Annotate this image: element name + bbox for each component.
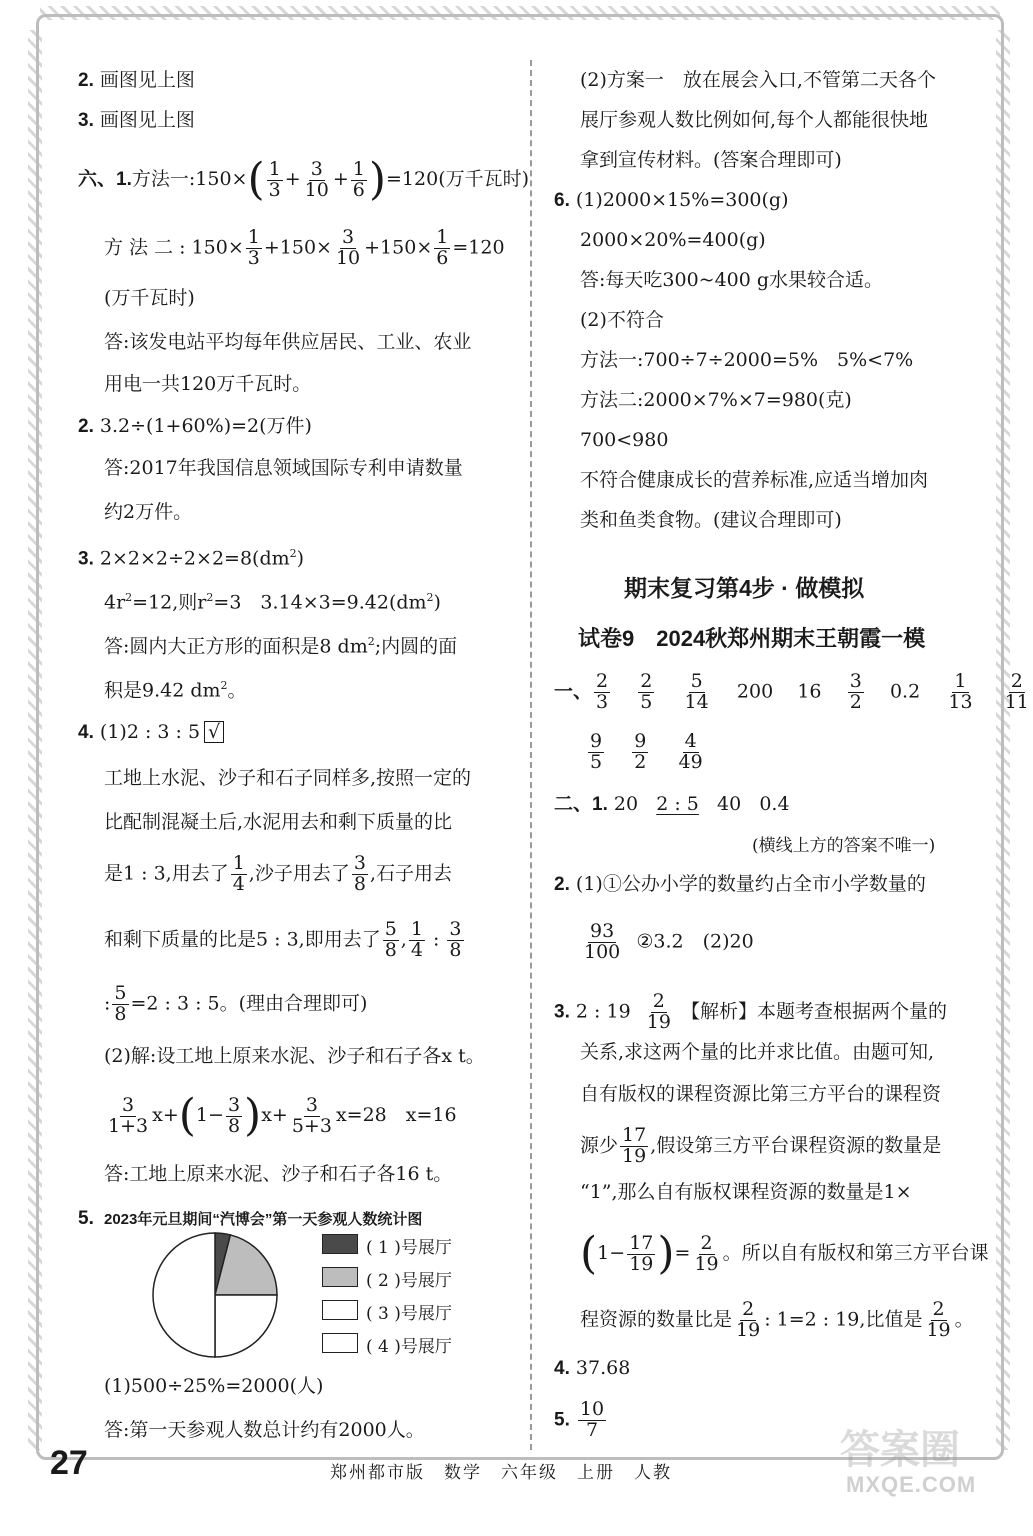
answer-text: 源少 $\frac{17}{19}$ ,假设第三方平台课程资源的数量是: [580, 1124, 942, 1167]
answer-text: 约2万件。: [104, 501, 193, 523]
answer-text: 关系,求这两个量的比并求比值。由题可知,: [580, 1041, 935, 1063]
book-info: 郑州都市版 数学 六年级 上册 人教: [330, 1463, 672, 1483]
answer-text: 2000×20%=400(g): [580, 229, 766, 251]
fraction: $\frac{1}{3}$: [268, 157, 281, 201]
answer-text: : $\frac{5}{8}$ =2 : 3 : 5。(理由合理即可): [104, 982, 368, 1025]
answer-text: 不符合健康成长的营养标准,应适当增加肉: [580, 469, 929, 491]
answer-text: 答:工地上原来水泥、沙子和石子各16 t。: [104, 1163, 453, 1185]
answer-text: 展厅参观人数比例如何,每个人都能很快地: [580, 109, 929, 131]
legend-swatch-4: [322, 1333, 358, 1353]
answer-6-3-line2: $4r^2=12$,则$r^2=3$ $3.14\times 3=9.42(dm^2)$: [104, 591, 441, 614]
answer-text: 答:圆内大正方形的面积是8 $dm^2$;内圆的面: [104, 635, 458, 658]
answer-6: 6. (1)2000×15%=300(g): [554, 189, 789, 211]
answer-2: 2. 画图见上图: [78, 69, 195, 91]
pie-chart: [150, 1230, 280, 1360]
answer-text: 积是9.42 $dm^2$。: [104, 679, 247, 702]
answer-text: “1”,那么自有版权课程资源的数量是1×: [580, 1181, 912, 1203]
answer-text: (1− $\frac{17}{19}$ )= $\frac{2}{19}$ 。所以自有版权和第三方平台课: [580, 1228, 989, 1279]
legend-label-3: ( 3 )号展厅: [366, 1304, 452, 1324]
answer-text: 方法二:2000×7%×7=980(克): [580, 389, 852, 411]
answer-6-4-part1: 4. (1)2 : 3 : 5 √: [78, 720, 224, 745]
pie-slice-4: [153, 1233, 215, 1357]
chart-title: 2023年元旦期间“汽博会”第一天参观人数统计图: [104, 1211, 423, 1228]
pie-slice-3: [215, 1295, 277, 1357]
answer-text: $\frac{93}{100}$ ②3.2 (2)20: [584, 920, 754, 963]
column-divider: [530, 60, 532, 1450]
answer-section-1-row2: $\frac{9}{5}$ $\frac{9}{2}$ $\frac{4}{49}$: [590, 730, 703, 773]
answer-6-5-label: 5.: [78, 1208, 94, 1229]
answer-3: 3. 画图见上图: [78, 109, 195, 131]
check-mark-box: √: [204, 721, 224, 743]
answer-6-2: 2. 3.2÷(1+60%)=2(万件): [78, 415, 312, 437]
page-number: 27: [50, 1444, 88, 1482]
answer-text: (2)不符合: [580, 309, 664, 331]
legend-swatch-1: [322, 1234, 358, 1254]
answer-text: 是1 : 3,用去了 $\frac{1}{4}$ ,沙子用去了 $\frac{3}{8}$ ,石子用去: [104, 852, 452, 895]
watermark-site: MXQE.COM: [846, 1472, 977, 1497]
answer-text: (1)500÷25%=2000(人): [104, 1375, 324, 1397]
answer-section-2-4: 4. 37.68: [554, 1357, 631, 1379]
answer-6-1-method2: 方 法 二 : 150× $\frac{1}{3}$ +150× $\frac{3}{10}$ +150× $\frac{1}{6}$ =120: [104, 226, 505, 269]
fraction: $\frac{3}{10}$: [304, 157, 329, 201]
equation: $\frac{3}{1+3}$ x+(1− $\frac{3}{8}$ )x+ $\frac{3}{5+3}$ x=28 x=16: [108, 1090, 457, 1141]
note-text: (横线上方的答案不唯一): [752, 836, 936, 856]
answer-text: 自有版权的课程资源比第三方平台的课程资: [580, 1083, 942, 1105]
legend-label-2: ( 2 )号展厅: [366, 1271, 452, 1291]
answer-text: 和剩下质量的比是5 : 3,即用去了 $\frac{5}{8}$ , $\frac{1}{4}$ : $\frac{3}{8}$: [104, 918, 462, 961]
answer-section-1-row1: 一、 $\frac{2}{3}$ $\frac{2}{5}$ $\frac{5}{14}$ 200 16 $\frac{3}{2}$ 0.2 $\frac{1}{13}$ $\frac{2}{11}$: [554, 670, 1029, 713]
answer-text: 700<980: [580, 429, 669, 451]
section-title: 期末复习第4步 · 做模拟: [624, 575, 865, 601]
exam-title: 试卷9 2024秋郑州期末王朝霞一模: [578, 626, 926, 651]
answer-text: 拿到宣传材料。(答案合理即可): [580, 149, 842, 171]
legend-swatch-3: [322, 1300, 358, 1320]
answer-text: 答:每天吃300~400 g水果较合适。: [580, 269, 884, 291]
fraction: $\frac{1}{6}$: [352, 157, 365, 201]
answer-section-2-3: 3. 2 : 19 $\frac{2}{19}$ 【解析】本题考查根据两个量的: [554, 990, 947, 1033]
answer-text: 用电一共120万千瓦时。: [104, 373, 312, 395]
answer-6-3: 3. $2\times 2\times 2\div 2\times 2=8(dm^2)$: [78, 547, 305, 570]
answer-text: 答:第一天参观人数总计约有2000人。: [104, 1419, 425, 1441]
answer-text: (2)解:设工地上原来水泥、沙子和石子各x t。: [104, 1045, 485, 1067]
legend-label-1: ( 1 )号展厅: [366, 1238, 452, 1258]
watermark-logo: 答案圈: [840, 1428, 960, 1472]
answer-section-2-2: 2. (1)①公办小学的数量约占全市小学数量的: [554, 873, 926, 895]
answer-6-1-method1: 六、1.方法一:150×( $\frac{1}{3}$ + $\frac{3}{10}$ + $\frac{1}{6}$ )=120(万千瓦时): [78, 154, 530, 205]
answer-text: 工地上水泥、沙子和石子同样多,按照一定的: [104, 767, 472, 789]
answer-text: (2)方案一 放在展会入口,不管第二天各个: [580, 69, 936, 91]
legend-swatch-2: [322, 1267, 358, 1287]
answer-text: 类和鱼类食物。(建议合理即可): [580, 509, 842, 531]
answer-text: 方法一:700÷7÷2000=5% 5%<7%: [580, 349, 914, 371]
answer-text: 答:该发电站平均每年供应居民、工业、农业: [104, 331, 472, 353]
answer-section-2-1: 二、1. 20 2 : 5 40 0.4: [554, 793, 790, 815]
answer-section-2-5: 5. $\frac{10}{7}$: [554, 1398, 605, 1441]
unit-text: (万千瓦时): [104, 287, 195, 309]
answer-text: 答:2017年我国信息领域国际专利申请数量: [104, 457, 463, 479]
answer-text: 程资源的数量比是 $\frac{2}{19}$ : 1=2 : 19,比值是 $\frac{2}{19}$ 。: [580, 1298, 974, 1341]
answer-text: 比配制混凝土后,水泥用去和剩下质量的比: [104, 811, 453, 833]
legend-label-4: ( 4 )号展厅: [366, 1337, 452, 1357]
